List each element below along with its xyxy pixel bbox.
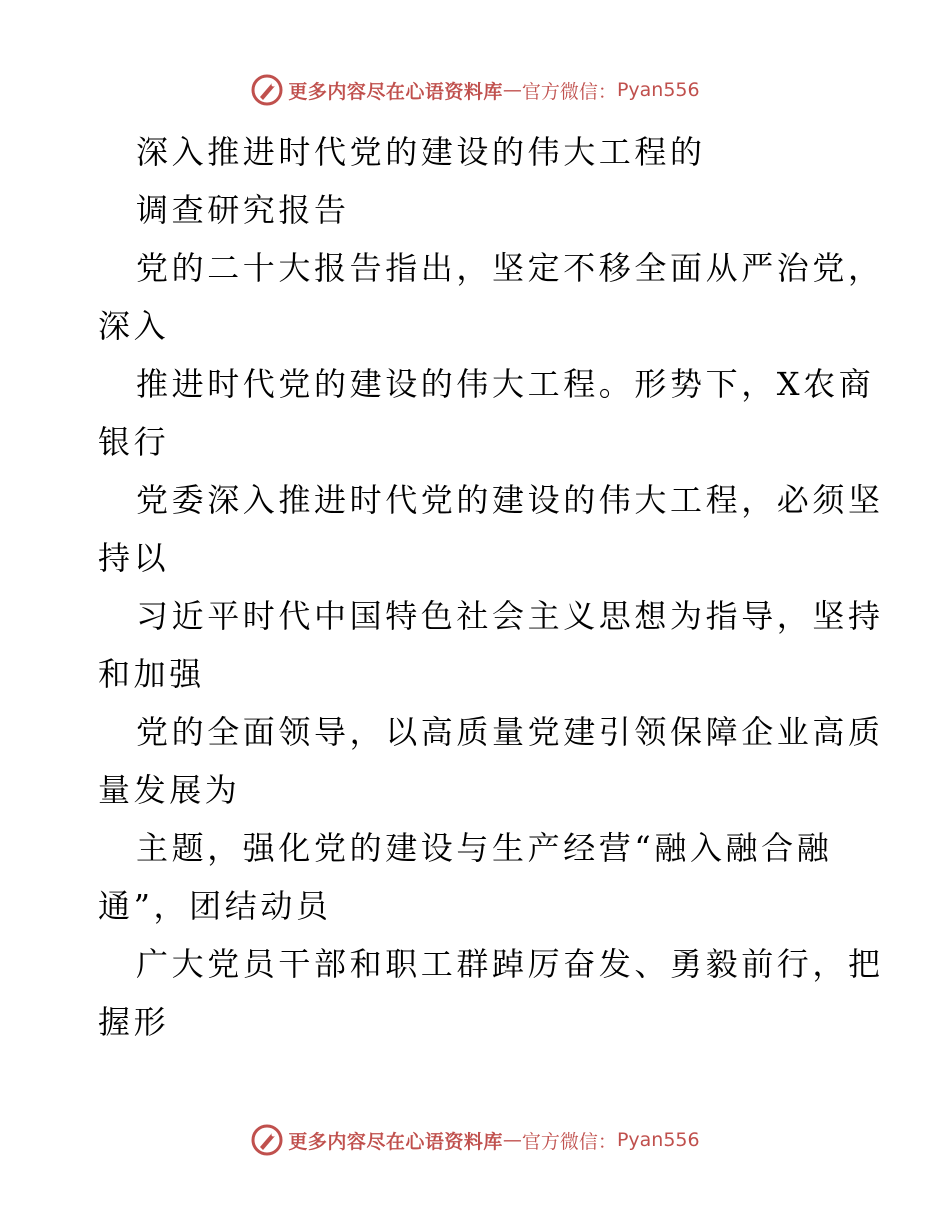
watermark-id: Pyan556 bbox=[616, 79, 700, 101]
watermark-separator: — bbox=[502, 79, 522, 101]
watermark-brand: 更多内容尽在心语资料库 bbox=[288, 1130, 503, 1153]
footer-watermark bbox=[0, 1120, 950, 1160]
text-line: 习近平时代中国特色社会主义思想为指导，坚持 bbox=[136, 597, 884, 635]
text-line: 调查研究报告 bbox=[136, 191, 350, 229]
watermark-separator: — bbox=[502, 1129, 522, 1151]
text-line: 主题，强化党的建设与生产经营“融入融合融 bbox=[136, 829, 833, 867]
text-line: 推进时代党的建设的伟大工程。形势下，X农商 bbox=[136, 365, 875, 403]
text-line: 党委深入推进时代党的建设的伟大工程，必须坚 bbox=[136, 481, 884, 519]
text-line: 广大党员干部和职工群踔厉奋发、勇毅前行，把 bbox=[136, 945, 884, 983]
text-line: 持以 bbox=[98, 539, 170, 577]
text-line: 握形 bbox=[98, 1003, 170, 1041]
text-line: 党的全面领导，以高质量党建引领保障企业高质 bbox=[136, 713, 884, 751]
text-line: 银行 bbox=[98, 423, 170, 461]
watermark-brand: 更多内容尽在心语资料库 bbox=[288, 80, 503, 103]
text-line: 深入 bbox=[98, 307, 170, 345]
watermark-id: Pyan556 bbox=[616, 1129, 700, 1151]
watermark-label: 官方微信： bbox=[521, 80, 617, 103]
text-line: 量发展为 bbox=[98, 771, 241, 809]
header-watermark bbox=[0, 70, 950, 110]
text-line: 党的二十大报告指出，坚定不移全面从严治党， bbox=[136, 249, 884, 287]
text-line: 通”，团结动员 bbox=[98, 887, 332, 925]
pen-nib-logo-icon bbox=[250, 1123, 284, 1157]
watermark-label: 官方微信： bbox=[521, 1130, 617, 1153]
pen-nib-logo-icon bbox=[250, 73, 284, 107]
text-line: 和加强 bbox=[98, 655, 205, 693]
text-line: 深入推进时代党的建设的伟大工程的 bbox=[136, 133, 706, 171]
document-body bbox=[98, 123, 884, 1051]
